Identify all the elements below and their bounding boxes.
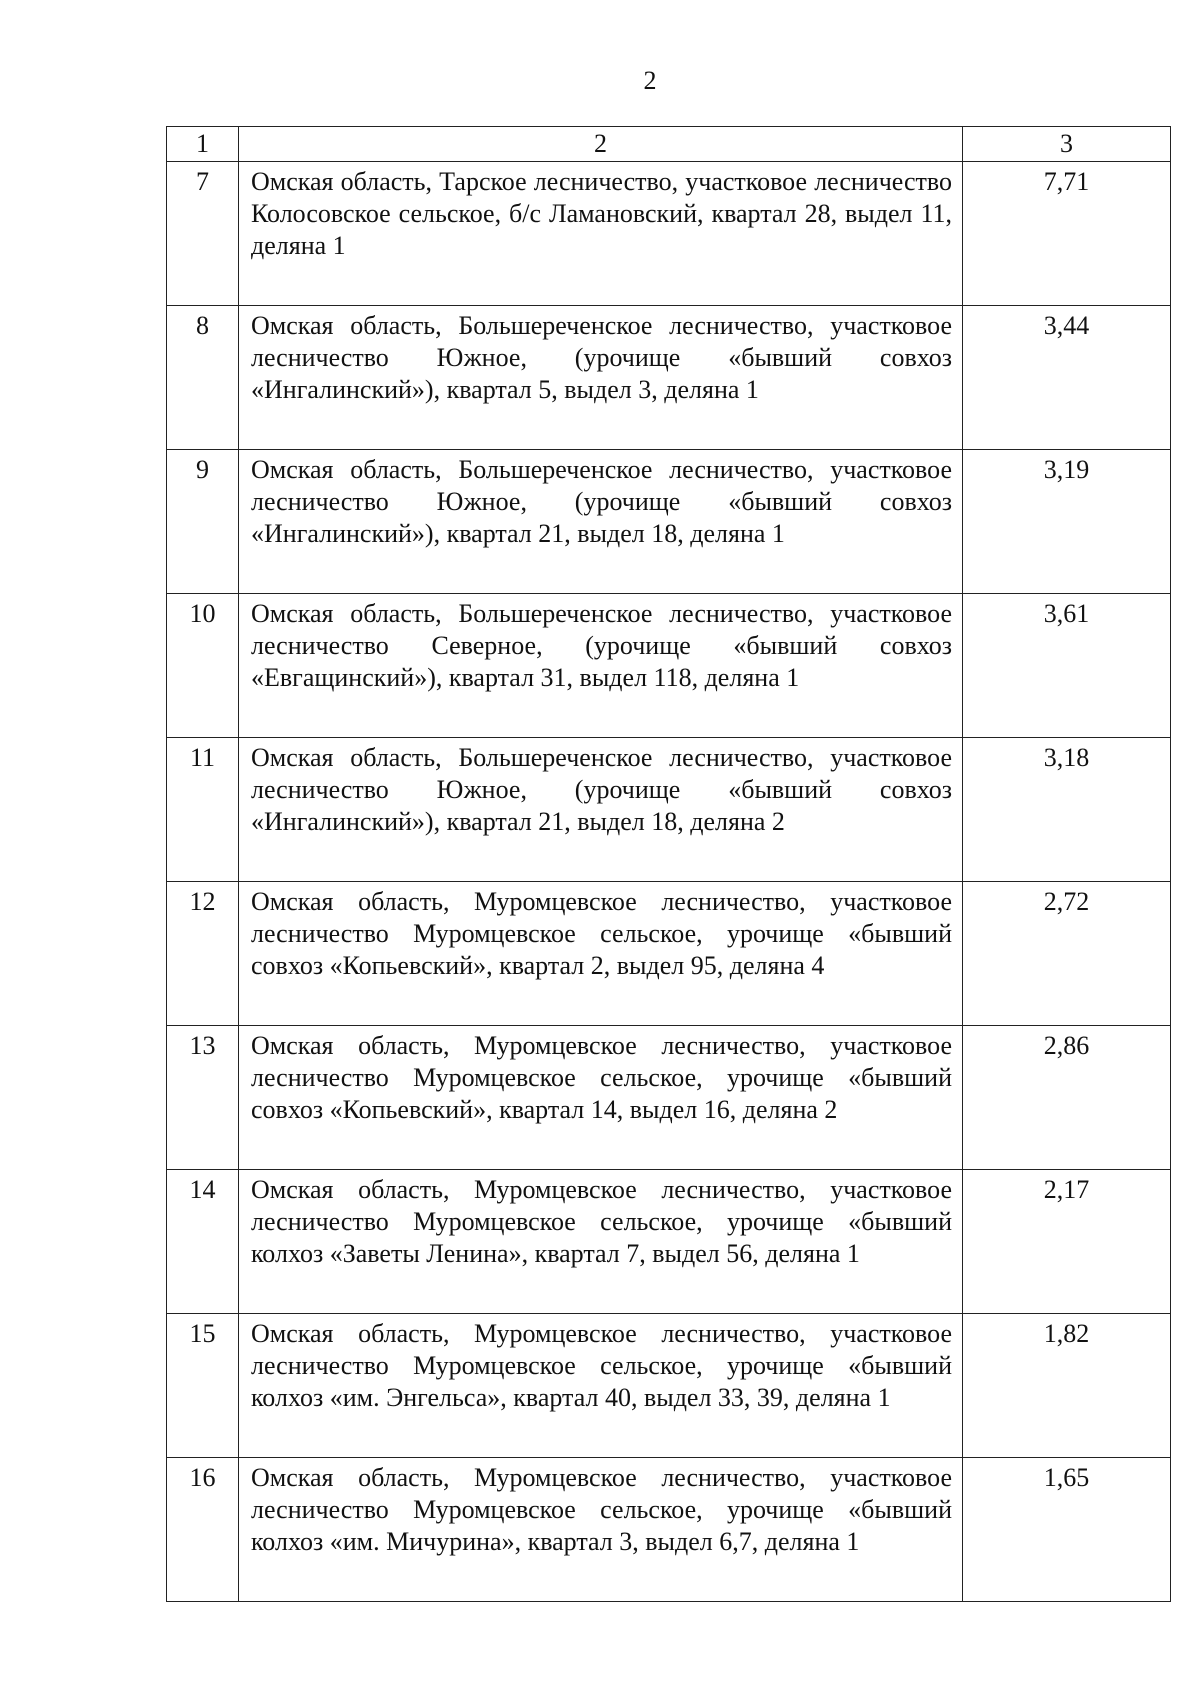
table-row <box>167 1026 1171 1170</box>
row-description <box>239 1314 963 1458</box>
table-row <box>167 450 1171 594</box>
row-value: 3,19 <box>963 450 1171 594</box>
row-description <box>239 1026 963 1170</box>
row-number: 12 <box>167 882 239 1026</box>
row-number: 7 <box>167 162 239 306</box>
row-value: 3,18 <box>963 738 1171 882</box>
row-value: 2,72 <box>963 882 1171 1026</box>
row-description <box>239 1170 963 1314</box>
row-description <box>239 738 963 882</box>
row-number: 14 <box>167 1170 239 1314</box>
table-row <box>167 1170 1171 1314</box>
row-value: 3,61 <box>963 594 1171 738</box>
row-description <box>239 1458 963 1602</box>
row-number: 10 <box>167 594 239 738</box>
row-description-text: Омская область, Тарское лесничество, участковое лесничество Колосовское сельское, б/с Ламановский, квартал 28, выдел 11, деляна 1 <box>251 167 952 260</box>
table-row <box>167 162 1171 306</box>
row-description-text: Омская область, Муромцевское лесничество, участковое лесничество Муромцевское сельское, урочище «бывший колхоз «Заветы Ленина», квартал 7, выдел 56, деляна 1 <box>251 1175 952 1268</box>
row-value: 3,44 <box>963 306 1171 450</box>
row-description <box>239 594 963 738</box>
row-description <box>239 306 963 450</box>
row-value: 2,17 <box>963 1170 1171 1314</box>
page-number: 2 <box>643 66 657 95</box>
table-row <box>167 738 1171 882</box>
column-header-value: 3 <box>963 127 1171 162</box>
table-row <box>167 882 1171 1026</box>
row-description <box>239 450 963 594</box>
column-header-description: 2 <box>239 127 963 162</box>
row-number: 11 <box>167 738 239 882</box>
row-description-text: Омская область, Муромцевское лесничество, участковое лесничество Муромцевское сельское, урочище «бывший колхоз «им. Мичурина», квартал 3, выдел 6,7, деляна 1 <box>251 1463 952 1556</box>
table-row <box>167 1314 1171 1458</box>
row-description-text: Омская область, Муромцевское лесничество, участковое лесничество Муромцевское сельское, урочище «бывший совхоз «Копьевский», квартал 2, выдел 95, деляна 4 <box>251 887 952 980</box>
row-value: 1,65 <box>963 1458 1171 1602</box>
row-number: 13 <box>167 1026 239 1170</box>
row-number: 8 <box>167 306 239 450</box>
row-description <box>239 162 963 306</box>
row-description-text: Омская область, Большереченское лесничество, участковое лесничество Южное, (урочище «бывший совхоз «Ингалинский»), квартал 21, выдел 18, деляна 1 <box>251 455 952 548</box>
row-number: 9 <box>167 450 239 594</box>
table-row <box>167 594 1171 738</box>
plots-table <box>166 126 1171 1602</box>
table-header-row <box>167 127 1171 162</box>
table-row <box>167 306 1171 450</box>
column-header-number: 1 <box>167 127 239 162</box>
row-description-text: Омская область, Большереченское лесничество, участковое лесничество Южное, (урочище «бывший совхоз «Ингалинский»), квартал 5, выдел 3, деляна 1 <box>251 311 952 404</box>
table-row <box>167 1458 1171 1602</box>
row-value: 7,71 <box>963 162 1171 306</box>
row-description-text: Омская область, Муромцевское лесничество, участковое лесничество Муромцевское сельское, урочище «бывший колхоз «им. Энгельса», квартал 40, выдел 33, 39, деляна 1 <box>251 1319 952 1412</box>
row-value: 2,86 <box>963 1026 1171 1170</box>
row-description-text: Омская область, Муромцевское лесничество, участковое лесничество Муромцевское сельское, урочище «бывший совхоз «Копьевский», квартал 14, выдел 16, деляна 2 <box>251 1031 952 1124</box>
row-description-text: Омская область, Большереченское лесничество, участковое лесничество Северное, (урочище «бывший совхоз «Евгащинский»), квартал 31, выдел 118, деляна 1 <box>251 599 952 692</box>
row-number: 16 <box>167 1458 239 1602</box>
row-value: 1,82 <box>963 1314 1171 1458</box>
row-number: 15 <box>167 1314 239 1458</box>
row-description <box>239 882 963 1026</box>
row-description-text: Омская область, Большереченское лесничество, участковое лесничество Южное, (урочище «бывший совхоз «Ингалинский»), квартал 21, выдел 18, деляна 2 <box>251 743 952 836</box>
